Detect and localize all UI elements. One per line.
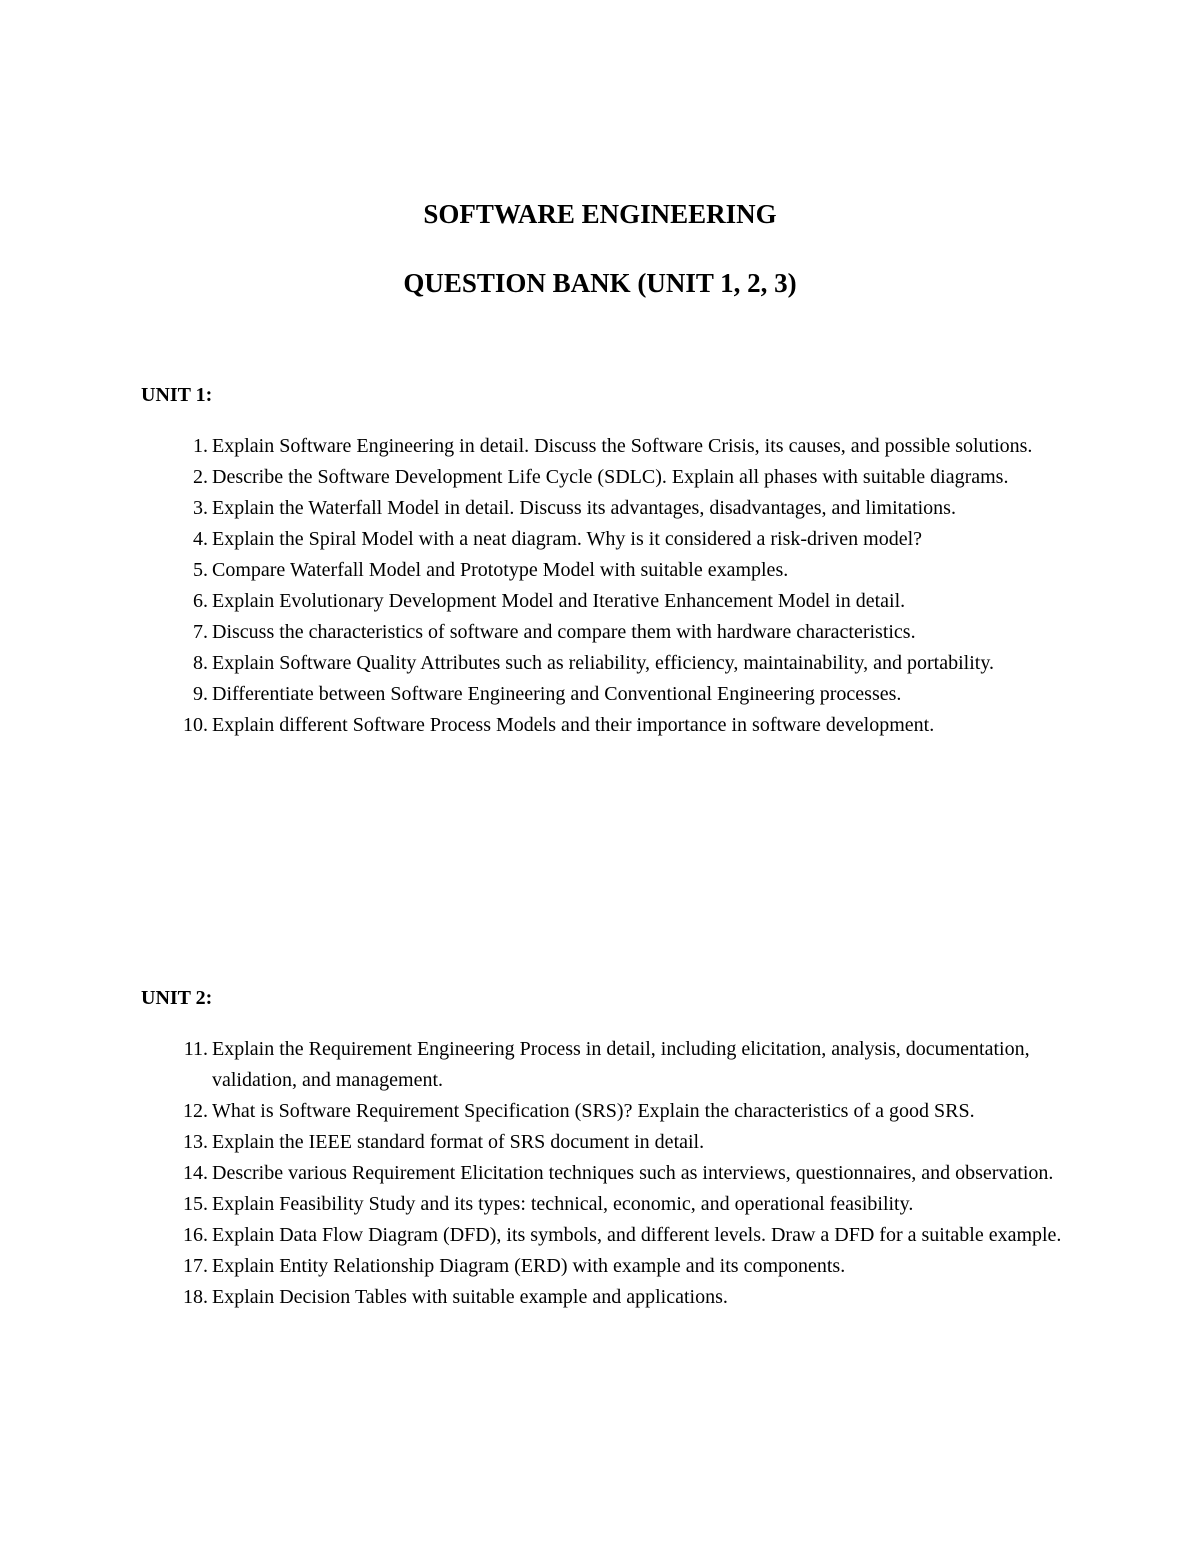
question-item	[141, 1251, 1071, 1282]
question-item	[141, 1220, 1071, 1251]
question-number: 6.	[193, 590, 208, 612]
question-item	[141, 1189, 1071, 1220]
question-item	[141, 431, 1071, 462]
question-item	[141, 493, 1071, 524]
question-text: Explain Software Quality Attributes such as reliability, efficiency, maintainability, and portability.	[212, 652, 995, 674]
question-number: 17.	[183, 1255, 208, 1277]
question-item	[141, 1282, 1071, 1313]
question-number: 10.	[183, 714, 208, 736]
question-item	[141, 1096, 1071, 1127]
question-item	[141, 462, 1071, 493]
question-text: Explain Feasibility Study and its types: technical, economic, and operational feasibility.	[212, 1193, 914, 1215]
question-item	[141, 586, 1071, 617]
unit-1-heading: UNIT 1:	[141, 384, 213, 406]
question-text: Explain Entity Relationship Diagram (ERD) with example and its components.	[212, 1255, 846, 1277]
question-number: 15.	[183, 1193, 208, 1215]
question-text: Explain Decision Tables with suitable example and applications.	[212, 1286, 728, 1308]
question-item	[141, 710, 1071, 741]
question-text: Describe the Software Development Life Cycle (SDLC). Explain all phases with suitable diagrams.	[212, 466, 1009, 488]
question-number: 2.	[193, 466, 208, 488]
question-text: Explain Software Engineering in detail. Discuss the Software Crisis, its causes, and possible solutions.	[212, 435, 1033, 457]
question-text: Describe various Requirement Elicitation techniques such as interviews, questionnaires, and observation.	[212, 1162, 1054, 1184]
question-text: Explain different Software Process Models and their importance in software development.	[212, 714, 935, 736]
question-item	[141, 648, 1071, 679]
question-text: Explain the Waterfall Model in detail. Discuss its advantages, disadvantages, and limitations.	[212, 497, 956, 519]
unit-2-question-list	[141, 1034, 1071, 1313]
question-number: 14.	[183, 1162, 208, 1184]
question-number: 18.	[183, 1286, 208, 1308]
question-item	[141, 524, 1071, 555]
question-number: 12.	[183, 1100, 208, 1122]
question-number: 1.	[193, 435, 208, 457]
question-item	[141, 617, 1071, 648]
question-number: 4.	[193, 528, 208, 550]
question-text: Differentiate between Software Engineering and Conventional Engineering processes.	[212, 683, 902, 705]
question-item	[141, 1034, 1071, 1096]
question-number: 3.	[193, 497, 208, 519]
unit-2-heading: UNIT 2:	[141, 987, 213, 1009]
document-subtitle: QUESTION BANK (UNIT 1, 2, 3)	[403, 268, 797, 298]
question-text: Explain the Requirement Engineering Process in detail, including elicitation, analysis, documentation, validation, and management.	[212, 1038, 1030, 1091]
question-text: What is Software Requirement Specification (SRS)? Explain the characteristics of a good SRS.	[212, 1100, 975, 1122]
question-number: 11.	[183, 1038, 208, 1060]
question-number: 13.	[183, 1131, 208, 1153]
document-title: SOFTWARE ENGINEERING	[423, 199, 777, 229]
question-item	[141, 555, 1071, 586]
question-text: Discuss the characteristics of software and compare them with hardware characteristics.	[212, 621, 916, 643]
question-text: Explain the Spiral Model with a neat diagram. Why is it considered a risk-driven model?	[212, 528, 922, 550]
question-number: 5.	[193, 559, 208, 581]
question-item	[141, 1158, 1071, 1189]
question-text: Explain Evolutionary Development Model and Iterative Enhancement Model in detail.	[212, 590, 906, 612]
question-item	[141, 679, 1071, 710]
question-text: Explain Data Flow Diagram (DFD), its symbols, and different levels. Draw a DFD for a suitable example.	[212, 1224, 1062, 1246]
question-text: Compare Waterfall Model and Prototype Model with suitable examples.	[212, 559, 789, 581]
question-item	[141, 1127, 1071, 1158]
question-text: Explain the IEEE standard format of SRS document in detail.	[212, 1131, 705, 1153]
question-number: 9.	[193, 683, 208, 705]
unit-1-question-list	[141, 431, 1071, 741]
question-number: 7.	[193, 621, 208, 643]
question-number: 16.	[183, 1224, 208, 1246]
question-number: 8.	[193, 652, 208, 674]
